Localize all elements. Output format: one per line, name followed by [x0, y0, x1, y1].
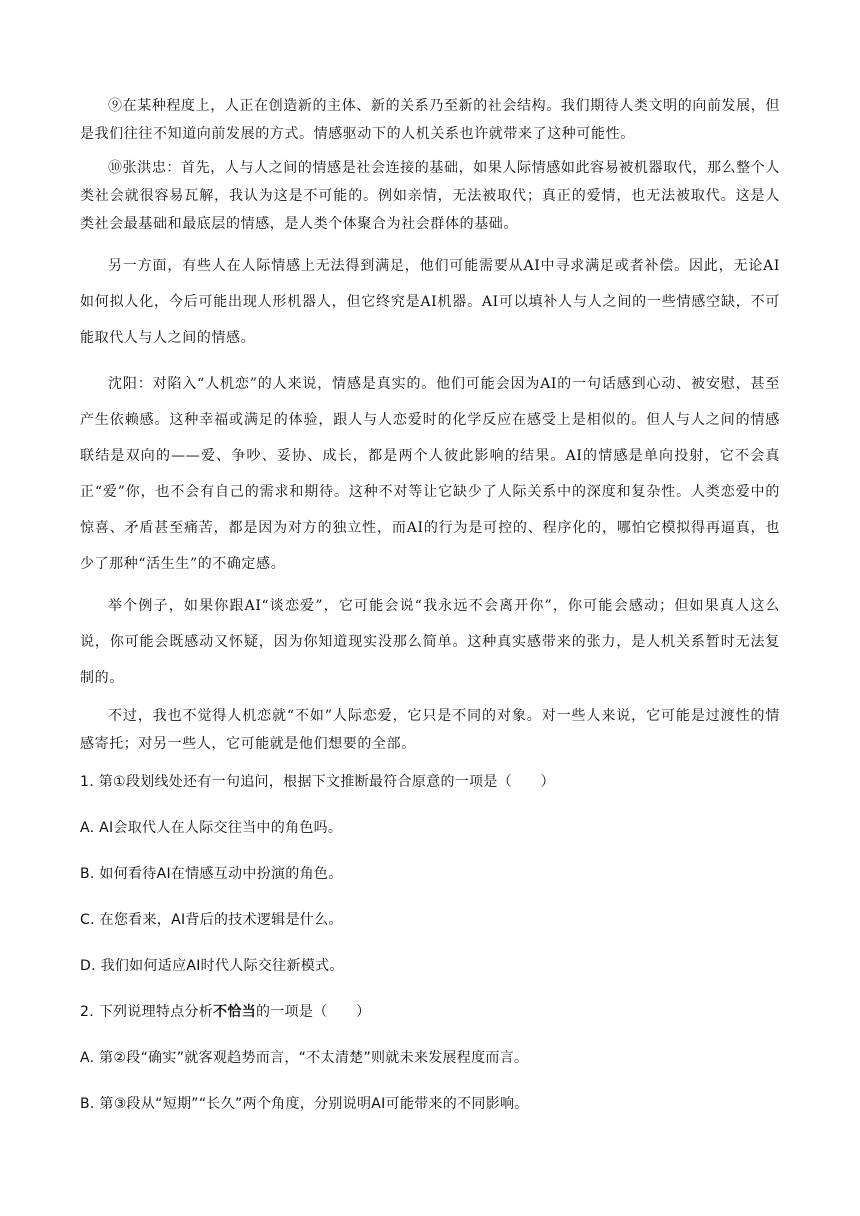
- question-2-stem-before: 2. 下列说理特点分析: [80, 1004, 214, 1020]
- question-2-option-a: A. 第②段“确实”就客观趋势而言，“不太清楚”则就未来发展程度而言。: [80, 1050, 529, 1066]
- paragraph-12: 沈阳：对陷入“人机恋”的人来说，情感是真实的。他们可能会因为AI的一句话感到心动、被安慰，甚至产生依赖感。这种幸福或满足的体验，跟人与人恋爱时的化学反应在感受上是相似的。但人与人之间的情感联结是双向的——爱、争吵、妥协、成长，都是两个人彼此影响的结果。AI的情感是单向投射，它不会真正“爱”你，也不会有自己的需求和期待。这种不对等让它缺少了人际关系中的深度和复杂性。人类恋爱中的惊喜、矛盾甚至痛苦，都是因为对方的独立性，而AI的行为是可控的、程序化的，哪怕它模拟得再逼真，也少了那种“活生生”的不确定感。: [80, 376, 780, 572]
- question-1-option-b: B. 如何看待AI在情感互动中扮演的角色。: [80, 866, 343, 882]
- question-1-stem: 1. 第①段划线处还有一句追问，根据下文推断最符合原意的一项是（ ）: [80, 774, 555, 790]
- paragraph-13: 举个例子，如果你跟AI“谈恋爱”，它可能会说“我永远不会离开你”，你可能会感动；但如果真人这么说，你可能会既感动又怀疑，因为你知道现实没那么简单。这种真实感带来的张力，是人机关系暂时无法复制的。: [80, 598, 780, 686]
- paragraph-9: ⑨在某种程度上，人正在创造新的主体、新的关系乃至新的社会结构。我们期待人类文明的向前发展，但是我们往往不知道向前发展的方式。情感驱动下的人机关系也许就带来了这种可能性。: [80, 98, 780, 142]
- question-2-stem-emphasis: 不恰当: [213, 1004, 257, 1020]
- question-2-stem-after: 的一项是（ ）: [256, 1004, 371, 1020]
- question-1-option-a: A. AI会取代人在人际交往当中的角色吗。: [80, 820, 343, 836]
- question-1-option-d: D. 我们如何适应AI时代人际交往新模式。: [80, 958, 344, 974]
- question-2-stem: [80, 1002, 780, 1022]
- paragraph-14: 不过，我也不觉得人机恋就“不如”人际恋爱，它只是不同的对象。对一些人来说，它可能是过渡性的情感寄托；对另一些人，它可能就是他们想要的全部。: [80, 708, 780, 752]
- question-2-option-b: B. 第③段从“短期”“长久”两个角度，分别说明AI可能带来的不同影响。: [80, 1096, 529, 1112]
- paragraph-10: ⑩张洪忠：首先，人与人之间的情感是社会连接的基础，如果人际情感如此容易被机器取代，那么整个人类社会就很容易瓦解，我认为这是不可能的。例如亲情，无法被取代；真正的爱情，也无法被取代。这是人类社会最基础和最底层的情感，是人类个体聚合为社会群体的基础。: [80, 160, 780, 232]
- paragraph-11: 另一方面，有些人在人际情感上无法得到满足，他们可能需要从AI中寻求满足或者补偿。因此，无论AI如何拟人化，今后可能出现人形机器人，但它终究是AI机器。AI可以填补人与人之间的一些情感空缺，不可能取代人与人之间的情感。: [80, 258, 780, 346]
- question-1-option-c: C. 在您看来，AI背后的技术逻辑是什么。: [80, 912, 343, 928]
